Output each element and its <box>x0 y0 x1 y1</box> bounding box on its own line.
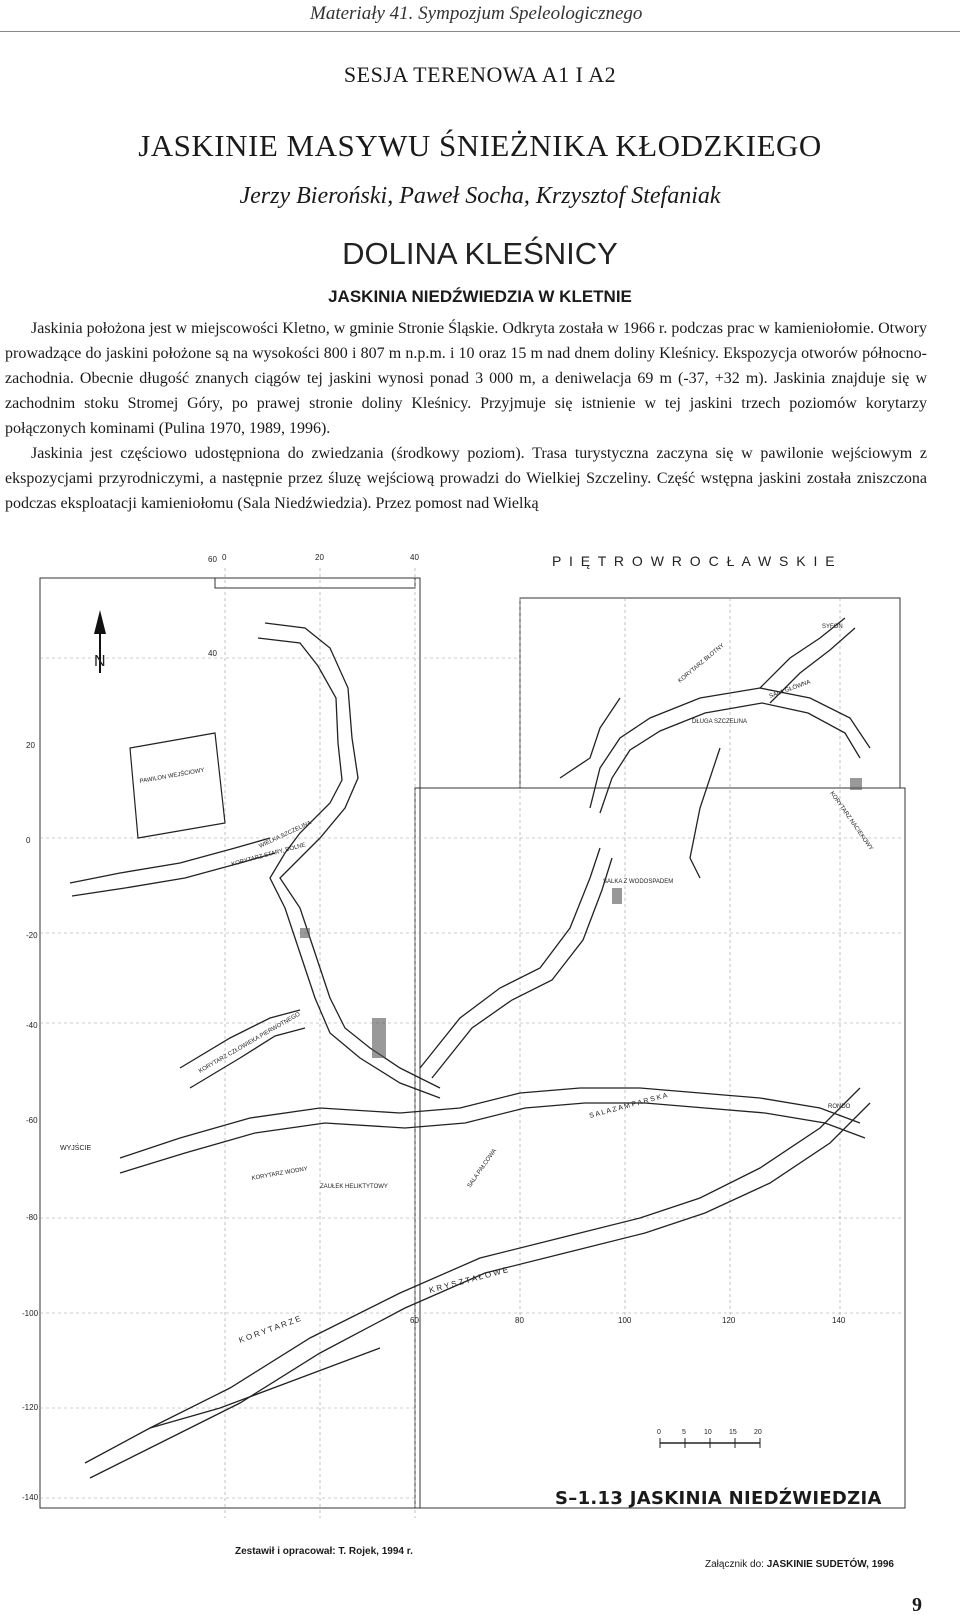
grid-y-label: 0 <box>26 836 31 845</box>
grid-y-label: -40 <box>26 1021 38 1030</box>
label-korytarz-naciekowy: KORYTARZ NACIEKOWY <box>828 790 874 852</box>
label-zaulek: ZAUŁEK HELIKTYTOWY <box>320 1184 388 1190</box>
map-grid <box>40 568 905 1518</box>
grid-y-label: 20 <box>26 741 35 750</box>
grid-y-label: 40 <box>208 649 217 658</box>
grid-y-label: -120 <box>22 1403 39 1412</box>
grid-y-label: -60 <box>26 1116 38 1125</box>
paragraph: Jaskinia jest częściowo udostępniona do zwiedzania (środkowy poziom). Trasa turystyczna zaczyna się w pawilonie wejściowym z ekspozycjami przyrodniczymi, a następnie przez śluzę wejściową prowadzi do Wielkiej Szczeliny. Część wstępna jaskini została zniszczona podczas eksploatacji kamieniołomu (Sala Niedźwiedzia). Przez pomost nad Wielką <box>5 445 927 512</box>
running-head-rule <box>0 31 960 32</box>
scale-tick: 0 <box>657 1429 661 1436</box>
scale-tick: 15 <box>729 1429 737 1436</box>
label-pawilon: PAWILON WEJŚCIOWY <box>139 767 206 785</box>
grid-x-label: 20 <box>315 553 324 562</box>
map-attachment <box>705 1559 894 1570</box>
scale-bar <box>660 1438 760 1448</box>
label-sala-szamparska: S A L A Z A M P A R S K A <box>588 1092 669 1120</box>
scale-tick: 5 <box>682 1429 686 1436</box>
label-korytarz-blotny: KORYTARZ BŁOTNY <box>677 642 726 685</box>
grid-x-label: 0 <box>222 553 227 562</box>
label-sala-palcowa: SALA PAŁCOWA <box>466 1147 499 1190</box>
cave-passages <box>70 618 870 1478</box>
map-title: S–1.13 JASKINIA NIEDŹWIEDZIA <box>555 1488 882 1509</box>
label-sala-z-wodospadem: SALKA Z WODOSPADEM <box>603 879 674 885</box>
label-wyjscie: WYJŚCIE <box>60 1145 92 1152</box>
label-rondo: RONDO <box>828 1104 851 1110</box>
body-text <box>5 316 927 516</box>
grid-y-label: 60 <box>208 555 217 564</box>
breakdown-blocks <box>300 778 862 1058</box>
label-wielka-szczelina: WIELKA SZCZELINA <box>258 820 313 850</box>
scale-tick: 10 <box>704 1429 712 1436</box>
grid-x-label: 40 <box>410 553 419 562</box>
label-krysztalowe: K R Y S Z T A Ł O W E <box>428 1265 509 1295</box>
section-title: DOLINA KLEŚNICY <box>342 236 618 271</box>
grid-y-label: -100 <box>22 1309 39 1318</box>
grid-x-label: 120 <box>722 1316 736 1325</box>
article-title: JASKINIE MASYWU ŚNIEŻNIKA KŁODZKIEGO <box>138 128 822 163</box>
label-syfon: SYFON <box>822 624 843 630</box>
grid-y-label: -20 <box>26 931 38 940</box>
running-head-text: Materiały 41. Sympozjum Speleologicznego <box>310 3 643 24</box>
grid-x-label: 60 <box>410 1316 419 1325</box>
map-credit: Zestawił i opracował: T. Rojek, 1994 r. <box>235 1546 413 1557</box>
subsection-title: JASKINIA NIEDŹWIEDZIA W KLETNIE <box>328 287 632 306</box>
label-sala-glowna: SALA GŁÓWNA <box>768 679 812 700</box>
paragraph: Jaskinia położona jest w miejscowości Kletno, w gminie Stronie Śląskie. Odkryta została w 1966 r. podczas prac w kamieniołomie. Otwory prowadzące do jaskini położone są na wysokości 800 i 807 m n.p.m. i 10 oraz 15 m nad dnem doliny Kleśnicy. Ekspozycja otworów północno-zachodnia. Obecnie długość znanych ciągów tej jaskini wynosi ponad 3 000 m, a deniwelacja 69 m (-37, +32 m). Jaskinia znajduje się w zachodnim stoku Stromej Góry, po prawej stronie doliny Kleśnicy. Przyjmuje się istnienie w tej jaskini trzech poziomów korytarzy połączonych kominami (Pulina 1970, 1989, 1996). <box>5 320 927 437</box>
running-head <box>0 0 960 34</box>
entrance-pavilion <box>130 733 225 838</box>
grid-x-label: 140 <box>832 1316 846 1325</box>
authors: Jerzy Bieroński, Paweł Socha, Krzysztof Stefaniak <box>239 183 721 209</box>
level-label: P I Ę T R O W R O C Ł A W S K I E <box>552 553 837 569</box>
grid-y-label: -80 <box>26 1213 38 1222</box>
map-frames <box>40 578 905 1508</box>
cave-map <box>0 548 960 1538</box>
label-korytarze: K O R Y T A R Z E <box>237 1314 302 1345</box>
scale-tick: 20 <box>754 1429 762 1436</box>
grid-x-label: 100 <box>618 1316 632 1325</box>
page-number: 9 <box>912 1594 922 1616</box>
label-korytarz-pierwotny: KORYTARZ CZŁOWIEKA PIERWOTNEGO <box>198 1011 302 1075</box>
north-label: N <box>94 653 106 670</box>
map-attachment-prefix: Załącznik do: <box>705 1559 764 1570</box>
label-korytarz-wodny: KORYTARZ WODNY <box>251 1166 309 1182</box>
grid-y-label: -140 <box>22 1493 39 1502</box>
label-dluga-szczelina: DŁUGA SZCZELINA <box>692 719 748 725</box>
session-title: SESJA TERENOWA A1 I A2 <box>343 62 617 87</box>
grid-x-label: 80 <box>515 1316 524 1325</box>
label-korytarz-stary: KORYTARZ STARY, DOLNE <box>230 842 307 868</box>
map-attachment-name: JASKINIE SUDETÓW, 1996 <box>766 1559 894 1570</box>
cave-map-drawing <box>0 548 960 1538</box>
